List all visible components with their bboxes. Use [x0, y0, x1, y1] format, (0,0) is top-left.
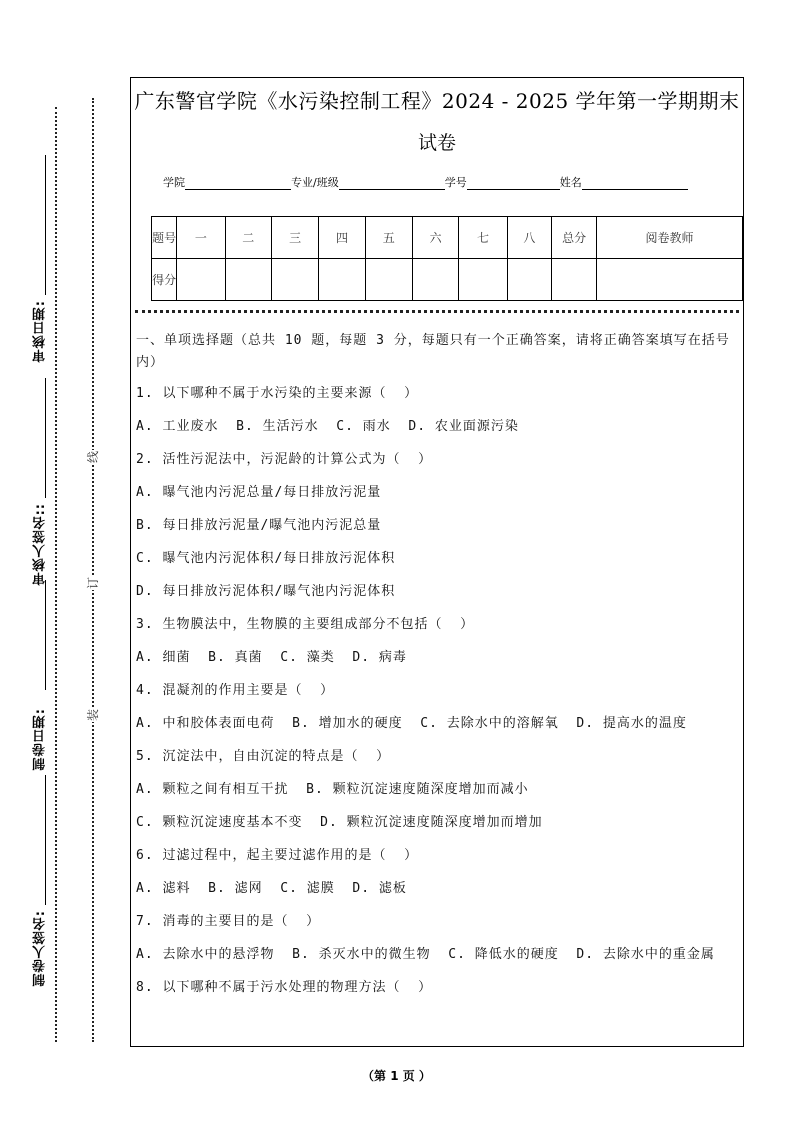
score-cell[interactable]	[365, 259, 412, 301]
exam-subtitle: 试卷	[417, 132, 456, 154]
col-header: 一	[177, 217, 225, 259]
col-header: 八	[507, 217, 552, 259]
option-b: B. 每日排放污泥量/曝气池内污泥总量	[136, 518, 382, 533]
binding-char-line: 线	[86, 451, 100, 464]
maker-sign-line	[45, 775, 46, 905]
col-header-total: 总分	[552, 217, 597, 259]
score-cell[interactable]	[225, 259, 271, 301]
question-stem: 5. 沉淀法中，自由沉淀的特点是（ ）	[136, 749, 391, 764]
col-header: 六	[412, 217, 458, 259]
question-options: A. 去除水中的悬浮物 B. 杀灭水中的微生物 C. 降低水的硬度 D. 去除水中的重金属	[136, 947, 715, 962]
question-stem: 2. 活性污泥法中，污泥龄的计算公式为（ ）	[136, 452, 433, 467]
score-cell[interactable]	[177, 259, 225, 301]
section-heading: 一、单项选择题（总共 10 题，每题 3 分，每题只有一个正确答案，请将正确答案填写在括号内）	[136, 333, 730, 370]
binding-dotted-line-inner	[55, 107, 57, 1042]
col-header: 二	[225, 217, 271, 259]
exam-frame	[130, 77, 744, 1047]
page-number: （第 1 页 ）	[362, 1069, 431, 1083]
question-options: A. 工业废水 B. 生活污水 C. 雨水 D. 农业面源污染	[136, 419, 519, 434]
col-header: 三	[271, 217, 318, 259]
question-8	[136, 977, 740, 999]
question-stem: 1. 以下哪种不属于水污染的主要来源（ ）	[136, 386, 419, 401]
question-5	[136, 746, 740, 834]
score-cell[interactable]	[459, 259, 507, 301]
col-header: 五	[365, 217, 412, 259]
score-row-header: 得分	[152, 259, 177, 301]
question-stem: 4. 混凝剂的作用主要是（ ）	[136, 683, 335, 698]
col-header: 七	[459, 217, 507, 259]
college-label: 学院	[163, 176, 185, 189]
score-cell[interactable]	[412, 259, 458, 301]
score-cell-total[interactable]	[552, 259, 597, 301]
reviewer-date-line	[45, 155, 46, 295]
reviewer-sign-line	[45, 378, 46, 498]
score-table-score-row	[152, 259, 743, 301]
name-field[interactable]	[582, 177, 688, 190]
maker-date-line	[45, 580, 46, 690]
question-6	[136, 845, 740, 900]
question-stem: 6. 过滤过程中，起主要过滤作用的是（ ）	[136, 848, 419, 863]
exam-content	[136, 330, 740, 1010]
question-options: A. 滤料 B. 滤网 C. 滤膜 D. 滤板	[136, 881, 407, 896]
question-number-header: 题号	[152, 217, 177, 259]
question-1	[136, 383, 740, 438]
dotted-separator	[135, 310, 739, 313]
name-label: 姓名	[559, 176, 582, 189]
score-cell[interactable]	[319, 259, 365, 301]
major-class-field[interactable]	[339, 177, 445, 190]
question-options: A. 细菌 B. 真菌 C. 藻类 D. 病毒	[136, 650, 407, 665]
col-header-grader: 阅卷教师	[596, 217, 742, 259]
reviewer-date-label: 审核日期:	[33, 300, 48, 363]
student-info-row	[163, 174, 688, 190]
question-7	[136, 911, 740, 966]
maker-date-label: 制卷日期:	[33, 708, 48, 771]
options-ab: A. 颗粒之间有相互干扰 B. 颗粒沉淀速度随深度增加而减小	[136, 782, 529, 797]
option-d: D. 每日排放污泥体积/曝气池内污泥体积	[136, 584, 396, 599]
binding-char-bind: 装	[86, 709, 100, 722]
option-c: C. 曝气池内污泥体积/每日排放污泥体积	[136, 551, 396, 566]
binding-char-order: 订	[86, 577, 100, 590]
options-cd: C. 颗粒沉淀速度基本不变 D. 颗粒沉淀速度随深度增加而增加	[136, 815, 543, 830]
question-stem: 8. 以下哪种不属于污水处理的物理方法（ ）	[136, 980, 433, 995]
question-options: A. 中和胶体表面电荷 B. 增加水的硬度 C. 去除水中的溶解氧 D. 提高水的温度	[136, 716, 687, 731]
question-4	[136, 680, 740, 735]
score-cell[interactable]	[271, 259, 318, 301]
binding-dotted-line-outer	[92, 98, 94, 1042]
question-3	[136, 614, 740, 669]
option-a: A. 曝气池内污泥总量/每日排放污泥量	[136, 485, 382, 500]
exam-title: 广东警官学院《水污染控制工程》2024 - 2025 学年第一学期期末	[134, 89, 740, 113]
question-2	[136, 449, 740, 603]
college-field[interactable]	[185, 177, 291, 190]
col-header: 四	[319, 217, 365, 259]
maker-sign-label: 制卷人签名:	[33, 910, 48, 987]
question-stem: 7. 消毒的主要目的是（ ）	[136, 914, 321, 929]
score-table-header-row	[152, 217, 743, 259]
student-id-label: 学号	[444, 176, 467, 189]
student-id-field[interactable]	[467, 177, 560, 190]
score-cell[interactable]	[507, 259, 552, 301]
question-stem: 3. 生物膜法中，生物膜的主要组成部分不包括（ ）	[136, 617, 475, 632]
reviewer-sign-label: 审核人签名::	[33, 503, 48, 586]
major-class-label: 专业/班级	[291, 176, 339, 189]
score-table	[151, 216, 743, 301]
score-cell-grader[interactable]	[596, 259, 742, 301]
